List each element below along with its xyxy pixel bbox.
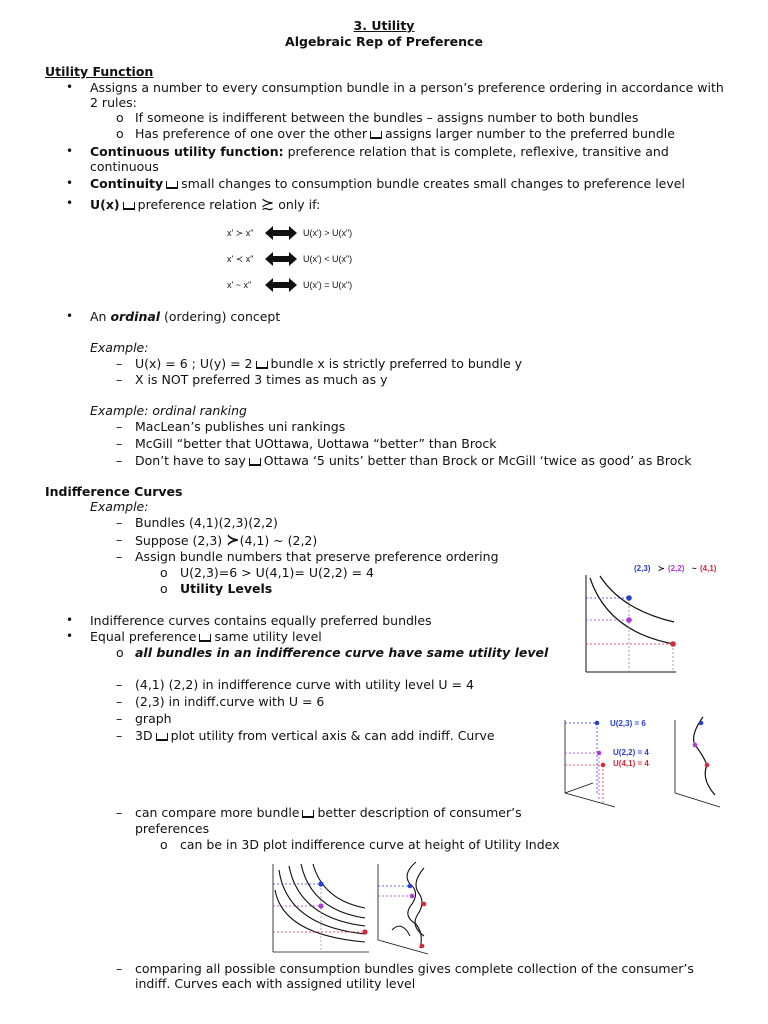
implies-icon xyxy=(249,458,261,466)
label-4-1: (4,1) xyxy=(700,564,717,573)
utility-label-3: U(4,1) = 4 xyxy=(613,759,649,768)
text-line xyxy=(90,629,322,644)
point xyxy=(318,881,323,886)
point xyxy=(597,751,602,756)
text: (ordering) concept xyxy=(160,309,281,324)
text-line: X is NOT preferred 3 times as much as y xyxy=(135,372,388,387)
bullet: • xyxy=(66,176,74,190)
point xyxy=(410,894,415,899)
indifference-curve-low xyxy=(590,578,674,644)
point xyxy=(595,721,600,726)
text-line: McGill “better that UOttawa, Uottawa “better” than Brock xyxy=(135,436,497,451)
text: Don’t have to say xyxy=(135,453,246,468)
utility-3d-map-figure xyxy=(372,860,434,960)
curve xyxy=(415,868,424,936)
relation-left-3: x' ~ x" xyxy=(227,280,252,290)
text: plot utility from vertical axis & can add indiff. Curve xyxy=(170,728,495,743)
sub-bullet: o xyxy=(116,645,124,660)
text: 3D xyxy=(135,728,153,743)
text-line: all bundles in an indifference curve have same utility level xyxy=(135,645,549,660)
text-line xyxy=(90,309,280,324)
text-line: If someone is indifferent between the bundles – assigns number to both bundles xyxy=(135,110,639,125)
text-line xyxy=(135,728,495,743)
text: small changes to consumption bundle creates small changes to preference level xyxy=(181,176,685,191)
sub-bullet: o xyxy=(160,837,168,852)
dash: – xyxy=(116,549,123,564)
page-subtitle: Algebraic Rep of Preference xyxy=(285,34,483,49)
text-line xyxy=(90,176,685,191)
y-axis xyxy=(565,783,593,793)
text-line xyxy=(135,805,522,820)
text-line: graph xyxy=(135,711,172,726)
text-line: indiff. Curves each with assigned utility level xyxy=(135,976,416,991)
text: Has preference of one over the other xyxy=(135,126,368,141)
text: only if: xyxy=(278,197,321,212)
x-axis xyxy=(565,793,615,807)
text: preference relation xyxy=(137,197,257,212)
relation-right-3: U(x') = U(x") xyxy=(303,280,353,290)
point-2-3 xyxy=(626,595,632,601)
section-heading-indifference-curves: Indifference Curves xyxy=(45,484,183,499)
text-line xyxy=(135,453,692,468)
relation-left-1: x' ≻ x" xyxy=(227,228,254,238)
dash: – xyxy=(116,436,123,451)
implies-icon xyxy=(123,202,135,210)
text-line: U(2,3)=6 > U(4,1)= U(2,2) = 4 xyxy=(180,565,375,580)
point xyxy=(422,902,427,907)
point xyxy=(318,903,323,908)
text-line: preferences xyxy=(135,821,210,836)
dash: – xyxy=(116,805,123,820)
text-line: 2 rules: xyxy=(90,95,137,110)
double-arrow-icon xyxy=(265,226,297,240)
text: Ottawa ‘5 units’ better than Brock or McGill ‘twice as good’ as Brock xyxy=(263,453,692,468)
dash: – xyxy=(116,961,123,976)
dash: – xyxy=(116,515,123,530)
text-line: Indifference curves contains equally preferred bundles xyxy=(90,613,432,628)
bullet: • xyxy=(66,613,74,627)
text-line: MacLean’s publishes uni rankings xyxy=(135,419,346,434)
dash: – xyxy=(116,677,123,692)
sim-label: ~ xyxy=(692,564,697,573)
text: U(x) xyxy=(90,197,120,212)
dash: – xyxy=(116,728,123,743)
text-line: Assign bundle numbers that preserve preference ordering xyxy=(135,549,499,564)
curve xyxy=(392,926,410,936)
dash: – xyxy=(116,532,123,547)
text: preference relation that is complete, reflexive, transitive and xyxy=(283,144,669,159)
curve xyxy=(289,866,365,926)
text-line: continuous xyxy=(90,159,159,174)
text: Continuous utility function: xyxy=(90,144,284,159)
implies-icon xyxy=(370,131,382,139)
sub-bullet: o xyxy=(160,581,168,596)
text: Continuity xyxy=(90,176,164,191)
text-line: can be in 3D plot indifference curve at height of Utility Index xyxy=(180,837,560,852)
point-4-1 xyxy=(670,641,676,647)
text: bundle x is strictly preferred to bundle y xyxy=(270,356,523,371)
sub-bullet: o xyxy=(160,565,168,580)
text: Suppose (2,3) xyxy=(135,533,223,548)
indifference-map-figure xyxy=(265,860,373,960)
text: An xyxy=(90,309,111,324)
dash: – xyxy=(116,372,123,387)
point xyxy=(693,743,698,748)
text: same utility level xyxy=(214,629,322,644)
double-arrow-icon xyxy=(265,278,297,292)
example-label: Example: ordinal ranking xyxy=(90,403,247,418)
example-label: Example: xyxy=(90,340,149,355)
text: U(x) = 6 ; U(y) = 2 xyxy=(135,356,253,371)
relation-left-2: x' ≺ x" xyxy=(227,254,254,264)
example-label: Example: xyxy=(90,499,149,514)
page-title: 3. Utility xyxy=(353,18,415,33)
point-2-2 xyxy=(626,617,632,623)
dash: – xyxy=(116,356,123,371)
point xyxy=(699,721,704,726)
text-line: Bundles (4,1)(2,3)(2,2) xyxy=(135,515,278,530)
text: Equal preference xyxy=(90,629,197,644)
text-line: comparing all possible consumption bundles gives complete collection of the consumer’s xyxy=(135,961,694,976)
text: can compare more bundle xyxy=(135,805,300,820)
x-axis xyxy=(675,793,720,807)
text-line xyxy=(90,196,320,212)
implies-icon xyxy=(156,733,168,741)
indifference-curve-figure xyxy=(576,560,726,680)
text-line xyxy=(90,144,669,159)
utility-label-1: U(2,3) = 6 xyxy=(610,719,646,728)
text-line xyxy=(135,126,675,141)
curve xyxy=(301,864,365,918)
implies-icon xyxy=(199,634,211,642)
utility-label-2: U(2,2) = 4 xyxy=(613,748,649,757)
text: (4,1) ~ (2,2) xyxy=(239,533,318,548)
point xyxy=(362,929,367,934)
relation-right-2: U(x') < U(x") xyxy=(303,254,353,264)
bullet: • xyxy=(66,80,74,94)
point xyxy=(705,763,710,768)
dash: – xyxy=(116,694,123,709)
sub-bullet: o xyxy=(116,126,124,141)
text-line xyxy=(135,356,522,371)
text-line: (4,1) (2,2) in indifference curve with utility level U = 4 xyxy=(135,677,474,692)
bullet: • xyxy=(66,144,74,158)
utility-3d-figure xyxy=(555,715,725,810)
label-2-2: (2,2) xyxy=(668,564,685,573)
dash: – xyxy=(116,419,123,434)
text-line: (2,3) in indiff.curve with U = 6 xyxy=(135,694,325,709)
point xyxy=(408,884,413,889)
succ-label: ≻ xyxy=(658,564,665,573)
relation-right-1: U(x') > U(x") xyxy=(303,228,353,238)
succeq-icon: ≿ xyxy=(260,194,275,213)
point xyxy=(420,944,425,949)
double-arrow-icon xyxy=(265,252,297,266)
indifference-curve-high xyxy=(600,576,674,622)
sub-bullet: o xyxy=(116,110,124,125)
dash: – xyxy=(116,711,123,726)
label-2-3: (2,3) xyxy=(634,564,651,573)
text: ordinal xyxy=(110,309,161,324)
text-line: Utility Levels xyxy=(180,581,273,596)
section-heading-utility-function: Utility Function xyxy=(45,64,154,79)
bullet: • xyxy=(66,309,74,323)
succ-icon: ≻ xyxy=(226,530,240,549)
dash: – xyxy=(116,453,123,468)
point xyxy=(601,763,606,768)
bullet: • xyxy=(66,629,74,643)
text-line: Assigns a number to every consumption bundle in a person’s preference ordering in accordance with xyxy=(90,80,724,95)
bullet: • xyxy=(66,196,74,210)
implies-icon xyxy=(302,810,314,818)
text: better description of consumer’s xyxy=(317,805,522,820)
implies-icon xyxy=(166,181,178,189)
text: assigns larger number to the preferred bundle xyxy=(385,126,675,141)
indifference-curve-3d xyxy=(694,717,715,795)
text-line xyxy=(135,532,317,548)
implies-icon xyxy=(256,361,268,369)
